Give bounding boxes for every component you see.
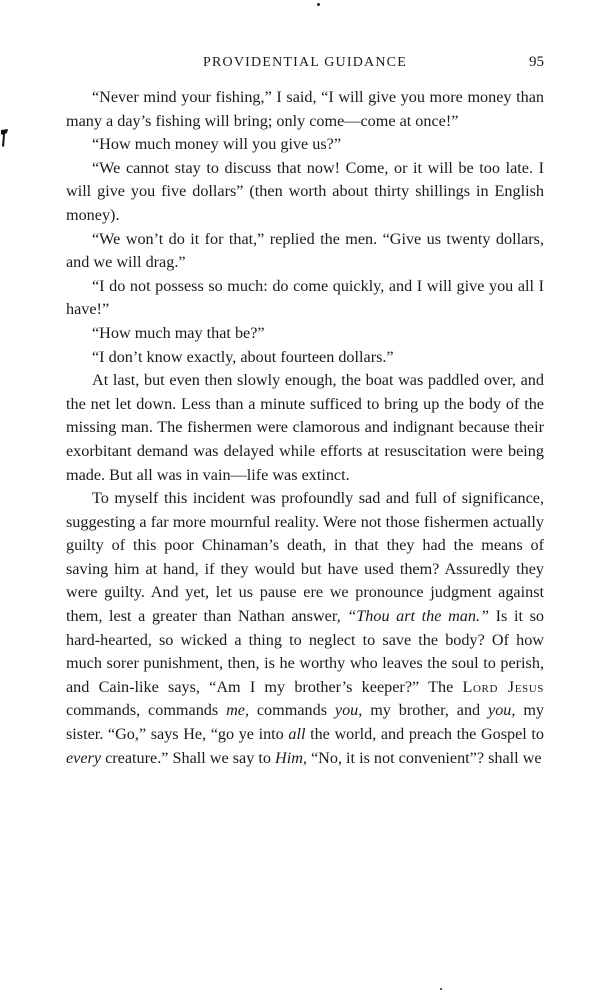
margin-ink-mark bbox=[0, 128, 9, 148]
italic-run: Him, bbox=[275, 748, 307, 767]
paragraph bbox=[66, 133, 544, 157]
paragraph bbox=[66, 86, 544, 133]
page-number: 95 bbox=[529, 54, 544, 70]
print-speck bbox=[317, 3, 320, 6]
text-run: “No, it is not convenient”? shall we bbox=[306, 748, 542, 767]
text-run: “I don’t know exactly, about fourteen dollars.” bbox=[92, 347, 394, 366]
text-run: “We cannot stay to discuss that now! Come, or it will be too late. I will give you five dollars” (then worth about thirty shillings in English money). bbox=[66, 158, 544, 224]
paragraph bbox=[66, 275, 544, 322]
text-run: my sister. “Go,” says He, “go ye into bbox=[66, 701, 545, 744]
paragraph bbox=[66, 346, 544, 370]
text-run: the world, and preach the Gospel to bbox=[305, 725, 544, 744]
text-run: “How much money will you give us?” bbox=[92, 135, 342, 154]
paragraph bbox=[66, 228, 544, 275]
small-caps-run: Lord Jesus bbox=[462, 677, 545, 696]
paragraph bbox=[66, 157, 544, 228]
paragraph bbox=[66, 322, 544, 346]
text-run: commands, commands bbox=[66, 701, 227, 720]
paragraph bbox=[66, 487, 544, 770]
italic-run: you, bbox=[334, 701, 363, 720]
text-run: “How much may that be?” bbox=[92, 323, 265, 342]
text-run: “I do not possess so much: do come quickly, and I will give you all I have!” bbox=[66, 276, 544, 319]
running-head: PROVIDENTIAL GUIDANCE bbox=[203, 55, 407, 70]
italic-run: “Thou art the man.” bbox=[347, 607, 490, 626]
text-run: Is it so hard-hearted, so wicked a thing to neglect to save the body? Of how much sorer punishment, then, is he worthy who leaves the soul to perish, and Cain-like says, “Am I my brother’s keeper?” The bbox=[66, 607, 544, 696]
text-run: “Never mind your fishing,” I said, “I will give you more money than many a day’s fishing will bring; only come—come at once!” bbox=[66, 88, 544, 130]
paragraph bbox=[66, 369, 544, 487]
print-speck bbox=[440, 988, 442, 990]
text-run: To myself this incident was profoundly sad and full of significance, suggesting a far more mournful reality. Were not those fishermen actually guilty of this poor Chinaman’s death, in that they had the means of saving him at hand, if they would but have used them? Assuredly they were guilty. And yet, let us pause ere we pronounce judgment against them, lest a greater than Nathan answer, bbox=[66, 489, 544, 626]
text-run: my brother, and bbox=[362, 701, 489, 720]
italic-run: all bbox=[288, 725, 306, 744]
italic-run: you, bbox=[488, 701, 516, 720]
text-run: “We won’t do it for that,” replied the men. “Give us twenty dollars, and we will drag.” bbox=[66, 229, 544, 272]
italic-run: every bbox=[66, 748, 102, 767]
text-run: creature.” Shall we say to bbox=[101, 748, 275, 767]
body-text bbox=[66, 86, 544, 770]
italic-run: me, bbox=[226, 701, 249, 720]
page-header bbox=[66, 54, 544, 76]
text-run: commands bbox=[249, 701, 335, 720]
text-run: At last, but even then slowly enough, the boat was paddled over, and the net let down. Less than a minute sufficed to bring up the body of the missing man. The fishermen were clamorous and indignant because their exorbitant demand was delayed while efforts at resuscitation were being made. But all was in vain—life was extinct. bbox=[66, 371, 544, 484]
